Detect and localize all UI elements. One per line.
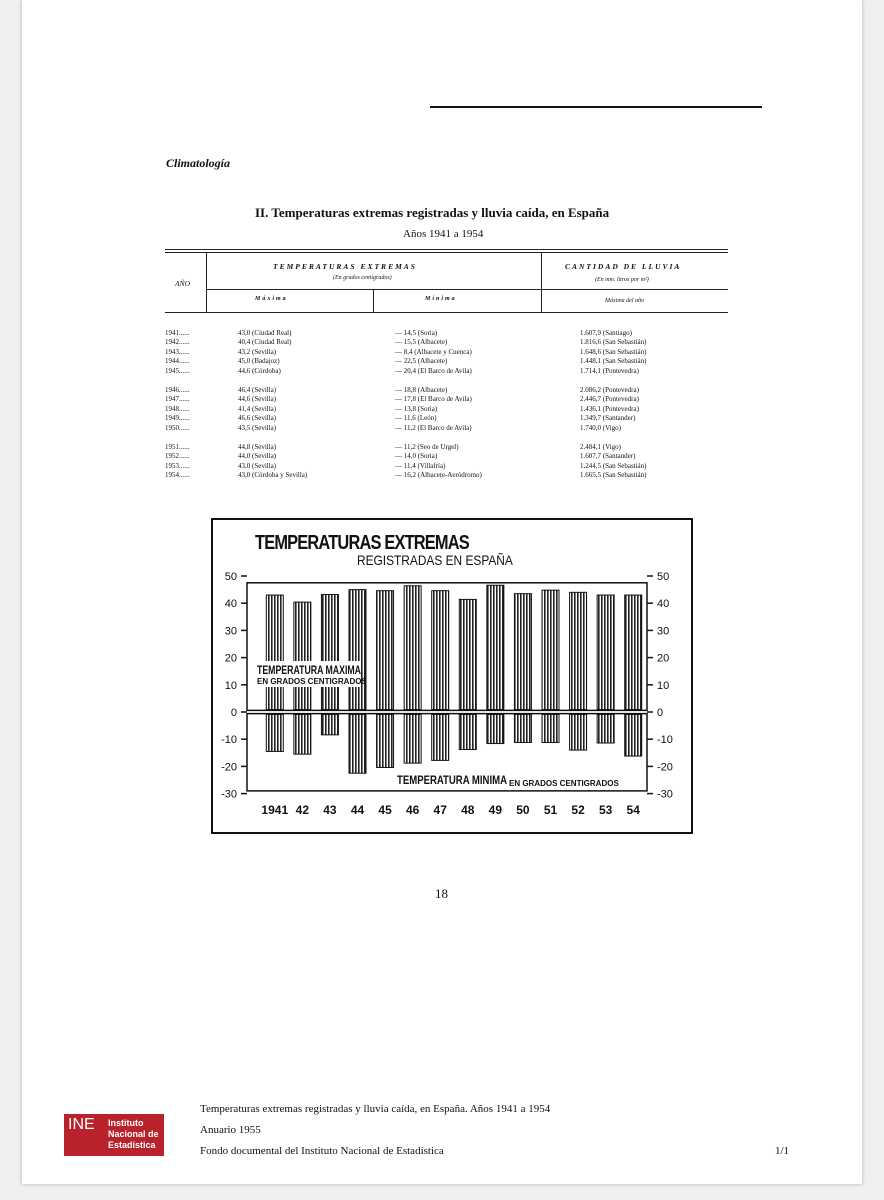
- footer-yearbook: Anuario 1955: [200, 1124, 261, 1136]
- x-tick-label: 44: [350, 803, 365, 817]
- cell-year: 1945......: [165, 366, 190, 375]
- cell-year: 1954......: [165, 471, 190, 480]
- cell-year: 1951......: [165, 443, 190, 451]
- cell-max: 44,8 (Sevilla): [238, 443, 277, 451]
- cell-min: — 17,8 (El Barco de Avila): [395, 395, 472, 404]
- header-temperatures-unit: (En grados centígrados): [333, 275, 392, 281]
- footer-pages: 1/1: [775, 1145, 790, 1157]
- cell-rain: 2.446,7 (Pontevedra): [580, 395, 639, 404]
- bar-min: [570, 714, 587, 750]
- table-subtitle: Años 1941 a 1954: [403, 228, 484, 240]
- bar-max: [266, 595, 283, 710]
- cell-rain: 1.607,9 (Santiago): [580, 329, 632, 337]
- x-tick-label: 50: [516, 803, 530, 817]
- table-vrule-3: [373, 289, 374, 312]
- bar-max: [321, 594, 338, 709]
- bar-min: [377, 714, 394, 767]
- bar-min: [542, 714, 559, 742]
- cell-year: 1953......: [165, 461, 190, 470]
- bar-max: [404, 586, 421, 710]
- table-title: II. Temperaturas extremas registradas y lluvia caída, en España: [255, 205, 610, 220]
- footer-source: Fondo documental del Instituto Nacional de Estadística: [200, 1145, 444, 1157]
- cell-rain: 1.648,6 (San Sebastián): [580, 347, 647, 356]
- bar-min: [514, 714, 531, 742]
- bar-max: [625, 595, 642, 710]
- y-tick-label-left: 20: [224, 652, 237, 665]
- logo-line-3: Estadística: [108, 1140, 156, 1150]
- header-rain: CANTIDAD DE LLUVIA: [565, 262, 682, 271]
- cell-max: 43,2 (Sevilla): [238, 347, 277, 356]
- cell-min: — 14,5 (Soria): [395, 329, 438, 337]
- cell-max: 43,0 (Sevilla): [238, 461, 277, 470]
- cell-min: — 11,2 (El Barco de Avila): [395, 423, 472, 432]
- cell-min: — 13,8 (Soria): [395, 404, 438, 413]
- y-tick-label-left: -10: [221, 734, 237, 747]
- cell-year: 1943......: [165, 347, 190, 356]
- x-tick-label: 43: [323, 803, 337, 817]
- cell-year: 1947......: [165, 395, 190, 404]
- cell-min: — 22,5 (Albacete): [395, 357, 448, 366]
- y-tick-label-left: 50: [224, 571, 237, 583]
- cell-rain: 1.448,1 (San Sebastián): [580, 357, 647, 366]
- table-top-rule: [165, 249, 728, 250]
- cell-rain: 1.816,6 (San Sebastián): [580, 338, 647, 347]
- bar-min: [459, 714, 476, 749]
- cell-rain: 1.436,1 (Pontevedra): [580, 404, 639, 413]
- header-rain-unit: (En mm. litros por m²): [595, 277, 649, 283]
- cell-max: 43,0 (Ciudad Real): [238, 329, 292, 337]
- y-tick-label-right: -30: [657, 788, 673, 801]
- cell-min: — 11,4 (Villafría): [395, 461, 446, 470]
- x-tick-label: 53: [598, 803, 613, 817]
- bar-min: [349, 714, 366, 773]
- cell-year: 1948......: [165, 404, 190, 413]
- header-year: AÑO: [175, 279, 190, 288]
- cell-min: — 16,2 (Albacete-Aeródromo): [395, 471, 482, 480]
- cell-max: 43,0 (Córdoba y Sevilla): [238, 471, 308, 480]
- x-tick-label: 51: [543, 803, 558, 817]
- y-tick-label-right: 10: [657, 679, 670, 692]
- bar-min: [432, 714, 449, 760]
- table-row: [165, 366, 728, 376]
- cell-min: — 11,6 (León): [395, 414, 437, 423]
- header-rain-max: Máxima del año: [605, 298, 644, 304]
- bar-max: [432, 591, 449, 710]
- cell-min: — 8,4 (Albacete y Cuenca): [395, 347, 472, 356]
- cell-min: — 18,8 (Albacete): [395, 386, 448, 394]
- bar-max: [487, 585, 504, 709]
- label-temp-max: TEMPERATURA MAXIMA: [257, 663, 362, 677]
- cell-year: 1941......: [165, 329, 190, 337]
- y-tick-label-left: 0: [230, 707, 237, 719]
- logo-letters: INE: [68, 1116, 95, 1133]
- bar-min: [487, 714, 504, 743]
- cell-max: 46,6 (Sevilla): [238, 414, 277, 423]
- bar-max: [570, 592, 587, 709]
- temperature-chart: [211, 518, 693, 834]
- x-tick-label: 42: [295, 803, 310, 817]
- section-heading: Climatología: [166, 156, 231, 170]
- label-temp-max-unit: EN GRADOS CENTIGRADOS: [257, 677, 367, 686]
- bar-max: [514, 594, 531, 710]
- table-vrule-2: [541, 252, 542, 312]
- cell-year: 1944......: [165, 357, 190, 366]
- y-tick-label-right: -10: [657, 734, 673, 747]
- y-tick-label-right: 30: [657, 625, 670, 638]
- bar-min: [321, 714, 338, 734]
- cell-rain: 1.244,5 (San Sebastián): [580, 461, 647, 470]
- header-min: Mínima: [425, 296, 457, 302]
- header-temperatures: TEMPERATURAS EXTREMAS: [273, 262, 417, 271]
- table-row: [165, 423, 728, 433]
- x-tick-label: 46: [405, 803, 420, 817]
- y-tick-label-right: -20: [657, 761, 673, 774]
- x-tick-label: 1941: [261, 803, 289, 817]
- bar-max: [294, 602, 311, 709]
- bar-min: [625, 714, 642, 756]
- cell-min: — 15,5 (Albacete): [395, 338, 448, 347]
- data-table: [165, 249, 728, 479]
- y-tick-label-right: 20: [657, 652, 670, 665]
- cell-min: — 20,4 (El Barco de Avila): [395, 366, 472, 375]
- y-tick-label-right: 50: [657, 571, 670, 583]
- logo-line-2: Nacional de: [108, 1129, 159, 1139]
- header-max: Máxima: [255, 296, 288, 302]
- table-mid-rule: [206, 289, 728, 290]
- page-number: 18: [435, 886, 448, 901]
- x-tick-label: 48: [461, 803, 475, 817]
- ine-logo: [64, 1114, 164, 1156]
- x-tick-label: 45: [378, 803, 392, 817]
- y-tick-label-right: 40: [657, 598, 670, 611]
- x-tick-label: 49: [488, 803, 503, 817]
- cell-max: 41,4 (Sevilla): [238, 404, 277, 413]
- cell-rain: 2.484,1 (Vigo): [580, 443, 621, 451]
- chart-subtitle: REGISTRADAS EN ESPAÑA: [357, 552, 513, 568]
- cell-rain: 2.086,2 (Pontevedra): [580, 386, 639, 394]
- cell-max: 40,4 (Ciudad Real): [238, 338, 292, 347]
- bar-min: [294, 714, 311, 754]
- cell-max: 44,6 (Córdoba): [238, 366, 281, 375]
- cell-min: — 11,2 (Seo de Urgel): [395, 443, 459, 451]
- y-tick-label-left: -20: [221, 761, 237, 774]
- cell-max: 43,5 (Sevilla): [238, 423, 277, 432]
- y-tick-label-right: 0: [657, 707, 664, 719]
- cell-max: 44,0 (Sevilla): [238, 452, 277, 461]
- y-tick-label-left: 10: [224, 679, 237, 692]
- cell-year: 1949......: [165, 414, 190, 423]
- bar-min: [404, 714, 421, 763]
- cell-max: 44,6 (Sevilla): [238, 395, 277, 404]
- y-tick-label-left: -30: [221, 788, 237, 801]
- cell-year: 1952......: [165, 452, 190, 461]
- label-temp-min: TEMPERATURA MINIMA: [397, 773, 508, 787]
- bar-max: [597, 595, 614, 710]
- bar-min: [266, 714, 283, 751]
- cell-min: — 14,0 (Soria): [395, 452, 438, 461]
- logo-caption: [108, 1118, 159, 1151]
- bar-max: [459, 599, 476, 709]
- x-tick-label: 52: [571, 803, 585, 817]
- table-vrule-1: [206, 252, 207, 312]
- cell-year: 1946......: [165, 386, 190, 394]
- bar-max: [542, 590, 559, 709]
- x-tick-label: 54: [626, 803, 640, 817]
- cell-rain: 1.714,1 (Pontevedra): [580, 366, 639, 375]
- cell-rain: 1.607,7 (Santander): [580, 452, 636, 461]
- table-top-rule-2: [165, 252, 728, 253]
- bar-min: [597, 714, 614, 743]
- footer-doc-title: Temperaturas extremas registradas y lluvia caída, en España. Años 1941 a 1954: [200, 1103, 551, 1115]
- logo-line-1: Instituto: [108, 1118, 144, 1128]
- table-header-bottom-rule: [165, 312, 728, 313]
- bar-max: [377, 591, 394, 710]
- label-temp-min-unit: EN GRADOS CENTIGRADOS: [509, 779, 619, 788]
- cell-year: 1942......: [165, 338, 190, 347]
- bar-max: [349, 590, 366, 710]
- cell-rain: 1.740,0 (Vigo): [580, 423, 621, 432]
- cell-max: 46,4 (Sevilla): [238, 386, 277, 394]
- cell-max: 45,0 (Badajoz): [238, 357, 280, 366]
- cell-rain: 1.349,7 (Santander): [580, 414, 636, 423]
- y-tick-label-left: 40: [224, 598, 237, 611]
- x-tick-label: 47: [433, 803, 447, 817]
- header-rule: [430, 106, 762, 108]
- chart-title: TEMPERATURAS EXTREMAS: [255, 532, 469, 554]
- cell-year: 1950......: [165, 423, 190, 432]
- cell-rain: 1.665,5 (San Sebastián): [580, 471, 647, 480]
- table-row: [165, 470, 728, 480]
- y-tick-label-left: 30: [224, 625, 237, 638]
